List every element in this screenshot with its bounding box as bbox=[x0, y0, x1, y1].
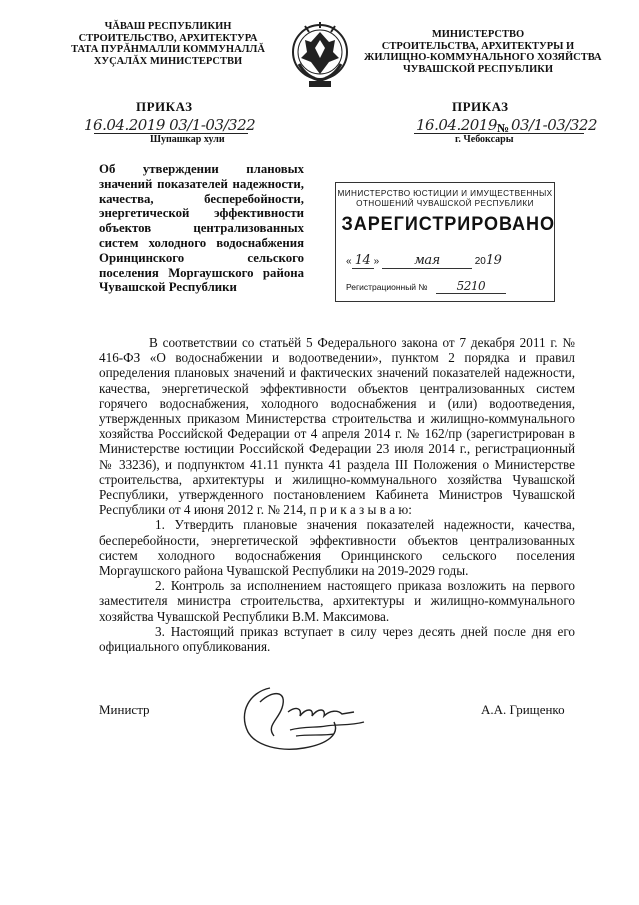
signatory-position: Министр bbox=[99, 702, 150, 717]
order-item-3: 3. Настоящий приказ вступает в силу через десять дней после дня его официального опубликования. bbox=[99, 623, 575, 655]
document-body bbox=[99, 335, 575, 654]
handwritten-date-number-left: 16.04.2019 03/1-03/322 bbox=[84, 116, 256, 134]
header-right bbox=[364, 29, 602, 75]
stamp-year-prefix: 20 bbox=[474, 256, 486, 267]
handwritten-date-right: 16.04.2019 bbox=[416, 116, 497, 134]
stamp-year-suffix: 19 bbox=[485, 253, 502, 268]
document-title: Об утверждении плановых значений показателей надежности, качества, бесперебойности, энергетической эффективности объектов централизованных систем холодного водоснабжения Оринцинского сельского поселения Моргаушского района Чувашской Республики bbox=[99, 162, 304, 295]
coat-of-arms-icon bbox=[289, 18, 351, 94]
place-left: Шупашкар хули bbox=[150, 134, 225, 145]
order-item-2: 2. Контроль за исполнением настоящего приказа возложить на первого заместителя министра строительства, архитектуры и жилищно-коммунального хозяйства Чувашской Республики В.М. Максимова. bbox=[99, 578, 575, 624]
stamp-status: ЗАРЕГИСТРИРОВАНО bbox=[341, 214, 555, 235]
order-item-1: 1. Утвердить плановые значения показателей надежности, качества, бесперебойности, энергетической эффективности объектов централизованных систем холодного водоснабжения Оринцинского сельского поселения Моргаушского района Чувашской Республики на 2019-2029 годы. bbox=[99, 517, 575, 579]
header-left-line: ХУÇАЛĂХ МИНИСТЕРСТВИ bbox=[93, 55, 243, 67]
stamp-month: мая bbox=[382, 253, 472, 269]
prikaz-left-title: ПРИКАЗ bbox=[136, 99, 193, 114]
stamp-reg-number: 5210 bbox=[436, 279, 506, 294]
header-left-line: ЧĂВАШ РЕСПУБЛИКИН bbox=[104, 21, 232, 32]
stamp-date-line bbox=[346, 253, 546, 269]
header-left-line: СТРОИТЕЛЬСТВО, АРХИТЕКТУРА bbox=[78, 32, 258, 44]
header-left bbox=[68, 21, 268, 67]
stamp-day: 14 bbox=[352, 253, 374, 269]
handwritten-number-right: 03/1-03/322 bbox=[511, 116, 598, 134]
header-left-line: ТАТА ПУРĂНМАЛЛИ КОММУНАЛЛĂ bbox=[71, 44, 265, 55]
prikaz-right-title: ПРИКАЗ bbox=[452, 99, 509, 114]
header-right-line: МИНИСТЕРСТВО bbox=[431, 29, 525, 40]
stamp-day-open: « bbox=[346, 256, 352, 267]
header-right-line: ЧУВАШСКОЙ РЕСПУБЛИКИ bbox=[402, 63, 554, 75]
preamble-paragraph: В соответствии со статьёй 5 Федерального закона от 7 декабря 2011 г. № 416-ФЗ «О водоснабжении и водоотведении», пунктом 2 порядка и правил определения плановых значений и фактических значений показателей надежности, качества, энергетической эффективности объектов централизованных систем горячего водоснабжения, холодного водоснабжения и (или) водоотведения, утвержденных приказом Министерства строительства и жилищно-коммунального хозяйства Российской Федерации от 4 апреля 2014 г. № 162/пр (зарегистрирован в Министерстве юстиции Российской Федерации 23 июля 2014 г., регистрационный № 33236), и подпунктом 41.11 пункта 41 раздела III Положения о Министерстве строительства, архитектуры и жилищно-коммунального хозяйства Чувашской Республики, утвержденного постановлением Кабинета Министров Чувашской Республики от 4 июня 2012 г. № 214, п р и к а з ы в а ю: bbox=[99, 335, 575, 518]
stamp-day-close: » bbox=[373, 256, 380, 267]
stamp-reg-line bbox=[346, 279, 546, 294]
signatory-name: А.А. Грищенко bbox=[481, 702, 565, 717]
number-sign: № bbox=[497, 121, 510, 135]
header-right-line: ЖИЛИЩНО-КОММУНАЛЬНОГО ХОЗЯЙСТВА bbox=[364, 52, 602, 63]
handwritten-signature bbox=[230, 682, 380, 764]
stamp-org: МИНИСТЕРСТВО ЮСТИЦИИ И ИМУЩЕСТВЕННЫХ ОТНОШЕНИЙ ЧУВАШСКОЙ РЕСПУБЛИКИ bbox=[337, 189, 553, 208]
place-right: г. Чебоксары bbox=[455, 134, 514, 145]
registration-stamp bbox=[335, 182, 555, 302]
header-right-line: СТРОИТЕЛЬСТВА, АРХИТЕКТУРЫ И bbox=[381, 40, 575, 52]
stamp-reg-label: Регистрационный № bbox=[346, 282, 428, 292]
